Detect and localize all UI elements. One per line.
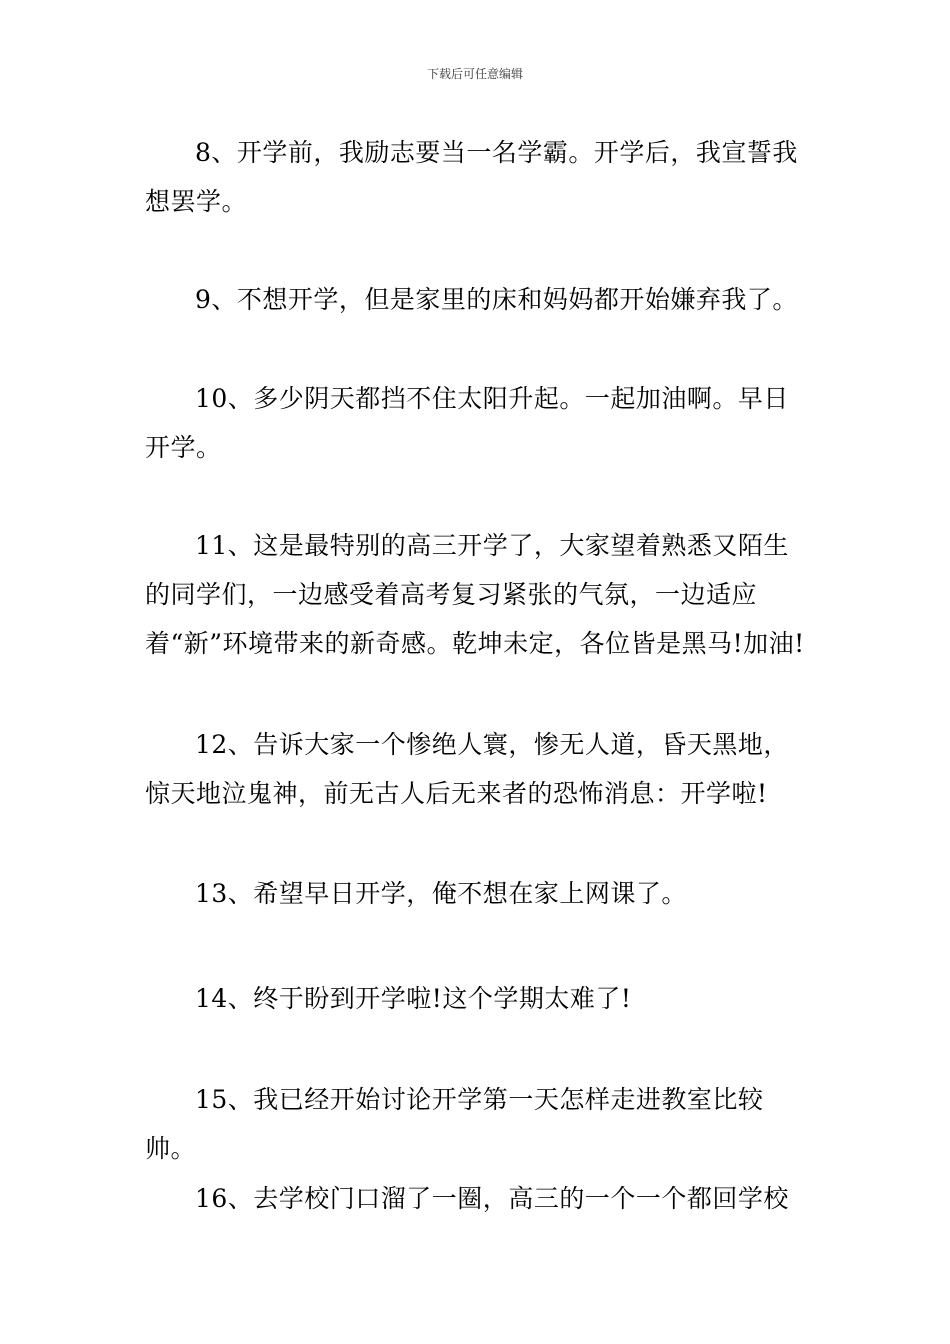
paragraph-16: 16、去学校门口溜了一圈，高三的一个一个都回学校 xyxy=(195,1184,789,1213)
paragraph-12: 12、告诉大家一个惨绝人寰，惨无人道，昏天黑地，惊天地泣鬼神，前无古人后无来者的恐怖消息：开学啦! xyxy=(145,730,789,808)
paragraph-8: 8、开学前，我励志要当一名学霸。开学后，我宣誓我想罢学。 xyxy=(145,138,798,216)
paragraph-10: 10、多少阴天都挡不住太阳升起。一起加油啊。早日开学。 xyxy=(145,384,789,462)
page-header: 下载后可任意编辑 xyxy=(426,67,523,81)
paragraph-14: 14、终于盼到开学啦!这个学期太难了! xyxy=(195,984,632,1013)
paragraph-9: 9、不想开学，但是家里的床和妈妈都开始嫌弃我了。 xyxy=(195,285,798,314)
paragraph-13: 13、希望早日开学，俺不想在家上网课了。 xyxy=(195,879,687,908)
paragraph-11: 11、这是最特别的高三开学了，大家望着熟悉又陌生的同学们，一边感受着高考复习紧张的气氛，一边适应着“新”环境带来的新奇感。乾坤未定，各位皆是黑马!加油! xyxy=(145,531,805,658)
paragraph-15: 15、我已经开始讨论开学第一天怎样走进教室比较帅。 xyxy=(145,1085,764,1163)
